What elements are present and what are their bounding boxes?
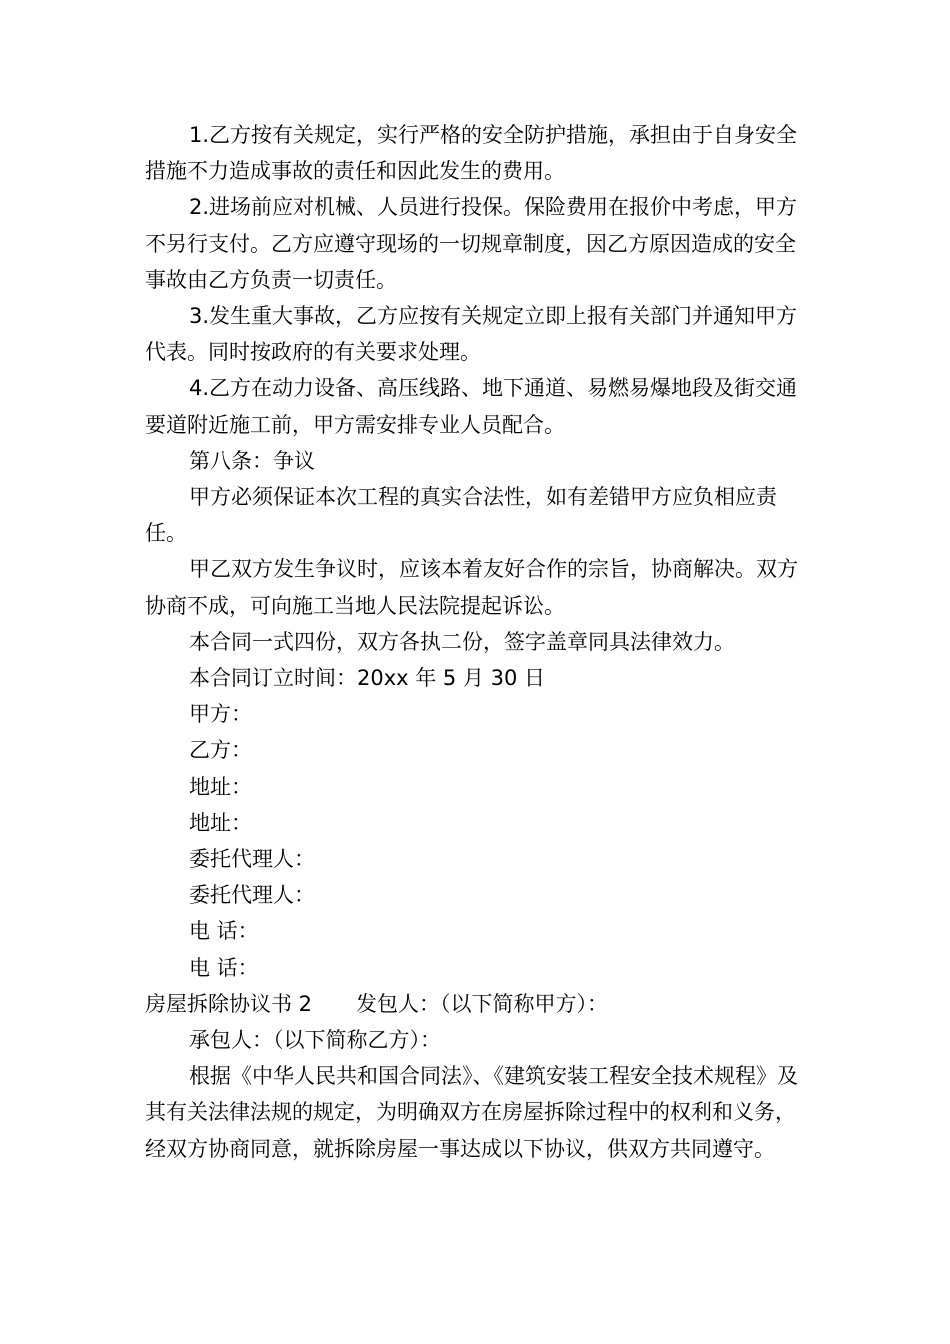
clause-2: 2.进场前应对机械、人员进行投保。保险费用在报价中考虑，甲方不另行支付。乙方应遵守现场的一切规章制度，因乙方原因造成的安全事故由乙方负责一切责任。: [145, 195, 798, 292]
dispute-paragraph-1: 甲方必须保证本次工程的真实合法性，如有差错甲方应负相应责任。: [145, 485, 777, 546]
party-a-label: 甲方：: [189, 702, 252, 727]
second-doc-title: 房屋拆除协议书 2: [145, 991, 313, 1016]
copies-paragraph: 本合同一式四份，双方各执二份，签字盖章同具法律效力。: [189, 629, 735, 654]
dispute-paragraph-2: 甲乙双方发生争议时，应该本着友好合作的宗旨，协商解决。双方协商不成，可向施工当地人民法院提起诉讼。: [145, 557, 798, 618]
address-label-b: 地址：: [189, 810, 252, 835]
second-doc-header-line: [145, 986, 808, 1022]
phone-label-b: 电 话：: [189, 955, 259, 980]
second-doc-second-party: 承包人：（以下简称乙方）：: [189, 1028, 441, 1053]
party-b-label: 乙方：: [189, 738, 252, 763]
phone-label-a: 电 话：: [189, 919, 259, 944]
second-doc-first-party: 发包人：（以下简称甲方）：: [356, 991, 609, 1016]
agent-label-a: 委托代理人：: [189, 847, 315, 872]
clause-3: 3.发生重大事故，乙方应按有关规定立即上报有关部门并通知甲方代表。同时按政府的有关要求处理。: [145, 304, 798, 365]
address-label-a: 地址：: [189, 774, 252, 799]
clause-4: 4.乙方在动力设备、高压线路、地下通道、易燃易爆地段及街交通要道附近施工前，甲方需安排专业人员配合。: [145, 376, 798, 437]
document-page: [145, 117, 808, 1167]
article-8-heading: 第八条：争议: [189, 448, 315, 473]
clause-1: 1.乙方按有关规定，实行严格的安全防护措施，承担由于自身安全措施不力造成事故的责任和因此发生的费用。: [145, 123, 798, 184]
agent-label-b: 委托代理人：: [189, 883, 315, 908]
second-doc-intro: 根据《中华人民共和国合同法》、《建筑安装工程安全技术规程》及其有关法律法规的规定，为明确双方在房屋拆除过程中的权利和义务，经双方协商同意，就拆除房屋一事达成以下协议，供双方共同遵守。: [145, 1064, 798, 1161]
signing-date: 本合同订立时间：20xx 年 5 月 30 日: [189, 666, 546, 691]
